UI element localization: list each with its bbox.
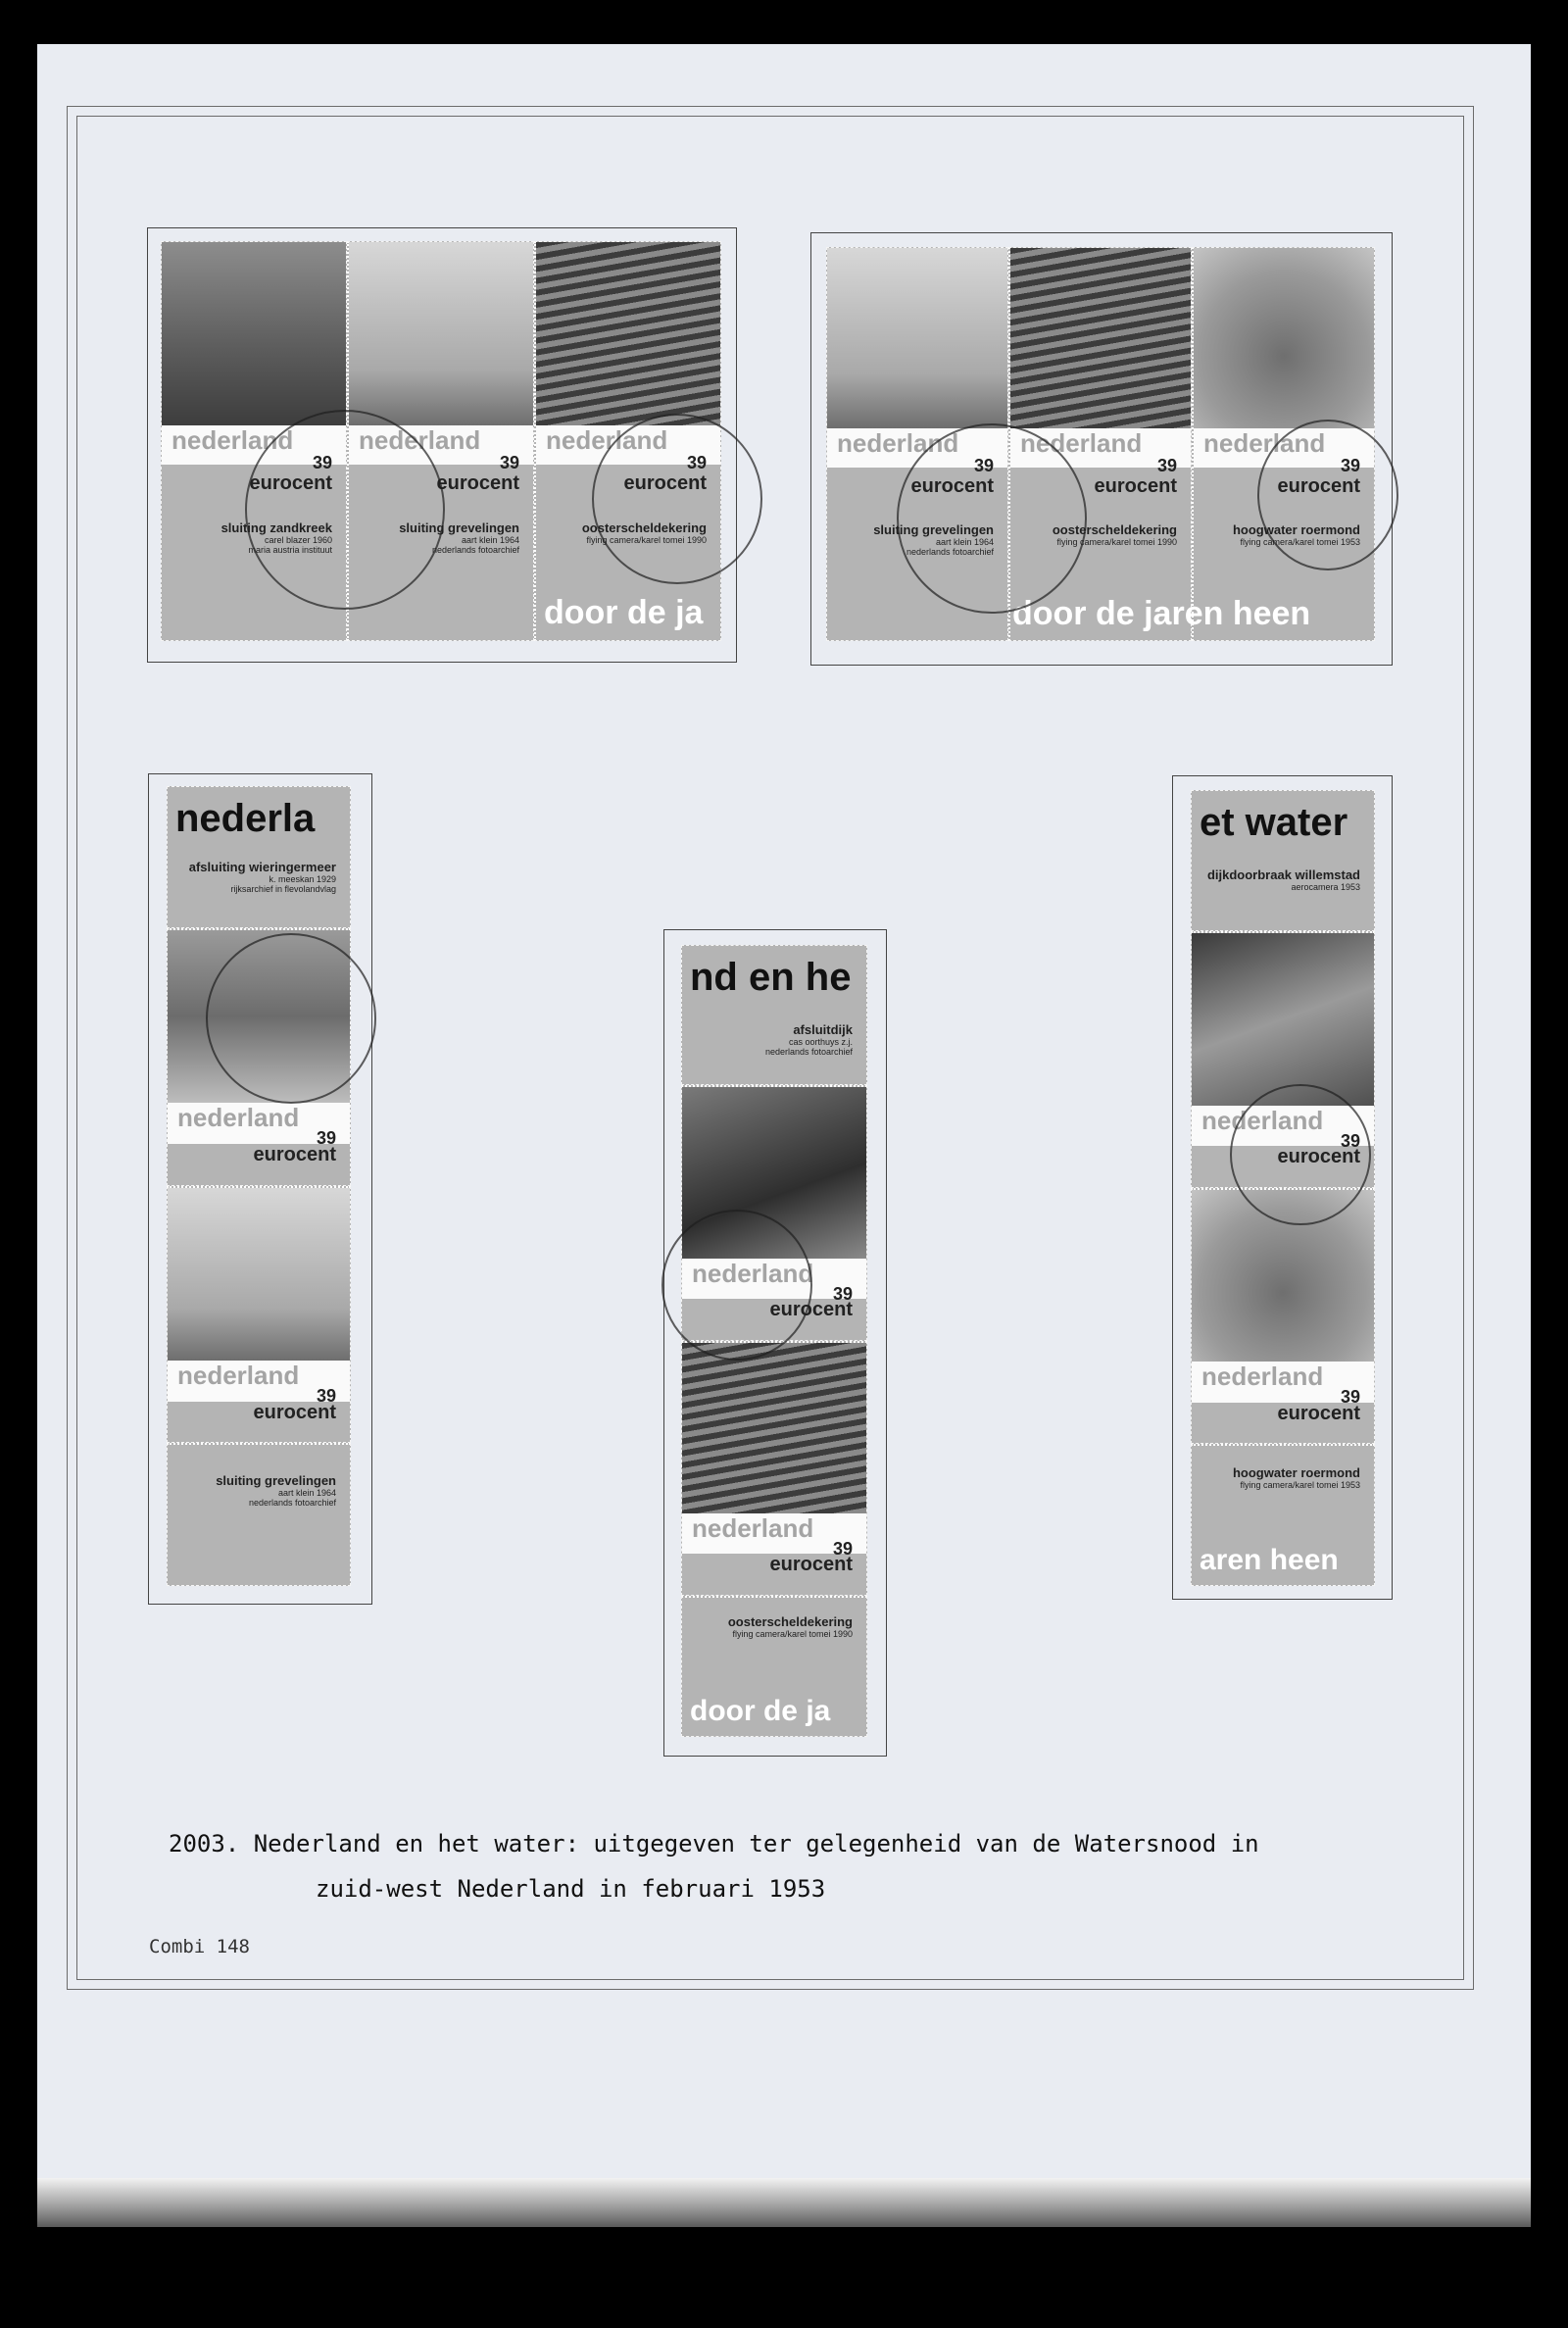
caption-title: hoogwater roermond (1232, 522, 1360, 537)
stamp-country: nederland (546, 424, 668, 455)
caption-credit: nederlands fotoarchief (248, 1497, 336, 1508)
slogan-text: aren heen (1200, 1544, 1339, 1576)
caption-title: oosterscheldekering (1052, 522, 1177, 537)
stamp-country: nederland (692, 1259, 814, 1289)
caption-credit: aerocamera 1953 (1291, 882, 1360, 893)
caption-title: afsluiting wieringermeer (188, 860, 336, 875)
caption-credit: nederlands fotoarchief (431, 545, 519, 556)
stamp-country: nederland (692, 1513, 814, 1544)
caption-credit: k. meeskan 1929 (269, 874, 336, 885)
stamp-caption (582, 520, 707, 545)
stamp-zandkreek (161, 241, 347, 641)
stamp-roermond (1192, 247, 1375, 641)
stamp-strip-vertical-2 (681, 945, 867, 1737)
stamp-wieringermeer (167, 786, 351, 928)
stamp-photo (827, 248, 1007, 428)
slogan-text: nederla (175, 797, 316, 840)
stamp-currency: eurocent (253, 1143, 336, 1165)
stamp-grevelingen (826, 247, 1008, 641)
stamp-currency: eurocent (1094, 475, 1177, 497)
stamp-value: 39 (316, 1128, 336, 1149)
caption-title: hoogwater roermond (1232, 1464, 1360, 1480)
stamp-currency: eurocent (769, 1299, 853, 1321)
stamp-caption (1233, 522, 1360, 547)
stamp-caption (873, 522, 994, 557)
caption-credit: flying camera/karel tomei 1953 (1240, 1479, 1360, 1490)
stamp-caption (1053, 522, 1177, 547)
stamp-country: nederland (172, 424, 294, 455)
stamp-caption (216, 1473, 336, 1508)
stamp-value: 39 (686, 453, 707, 473)
stamp-wieringermeer-photo (167, 928, 351, 1186)
caption-title: afsluitdijk (793, 1021, 853, 1037)
stamp-photo (682, 1343, 866, 1514)
slogan-text: nd en he (690, 956, 852, 999)
stamp-country: nederland (837, 428, 959, 458)
stamp-oosterschelde (1008, 247, 1192, 641)
stamp-value: 39 (499, 453, 519, 473)
stamp-photo (168, 1188, 350, 1362)
stamp-country: nederland (177, 1103, 300, 1133)
stamp-value: 39 (316, 1386, 336, 1407)
stamp-currency: eurocent (910, 475, 994, 497)
stamp-oosterschelde (681, 1596, 867, 1737)
stamp-afsluitdijk (681, 945, 867, 1085)
stamp-value: 39 (1340, 1130, 1360, 1151)
caption-credit: maria austria instituut (248, 545, 332, 556)
page-label: Combi 148 (149, 1936, 250, 1957)
stamp-country: nederland (1201, 1105, 1324, 1135)
stamp-photo (1192, 1190, 1374, 1362)
caption-title: sluiting grevelingen (399, 520, 519, 536)
stamp-country: nederland (1203, 428, 1326, 458)
stamp-currency: eurocent (1277, 1402, 1360, 1424)
stamp-caption (1233, 1465, 1360, 1490)
stamp-caption (221, 520, 332, 555)
stamp-roermond-photo (1191, 1188, 1375, 1444)
stamp-oosterschelde (534, 241, 721, 641)
stamp-photo (536, 242, 720, 425)
stamp-currency: eurocent (253, 1401, 336, 1423)
stamp-caption (765, 1022, 853, 1057)
caption-title: oosterscheldekering (581, 520, 707, 536)
stamp-photo (168, 930, 350, 1104)
stamp-currency: eurocent (769, 1554, 853, 1576)
caption-title: oosterscheldekering (727, 1613, 853, 1629)
stamp-country: nederland (1201, 1362, 1324, 1392)
stamp-currency: eurocent (1277, 475, 1360, 497)
stamp-value: 39 (1156, 456, 1177, 475)
page-caption (169, 1821, 1259, 1911)
stamp-caption (728, 1614, 853, 1639)
stamp-willemstad (1191, 790, 1375, 931)
caption-credit: aart klein 1964 (277, 1487, 336, 1498)
stamp-strip-vertical-3 (1191, 790, 1375, 1586)
stamp-country: nederland (1020, 428, 1143, 458)
stamp-currency: eurocent (249, 472, 332, 495)
stamp-photo (682, 1087, 866, 1259)
stamp-roermond (1191, 1444, 1375, 1586)
stamp-grevelingen (167, 1443, 351, 1586)
stamp-photo (162, 242, 346, 425)
stamp-value: 39 (832, 1283, 853, 1304)
stamp-country: nederland (359, 424, 481, 455)
caption-credit: flying camera/karel tomei 1990 (1056, 537, 1177, 547)
caption-credit: aart klein 1964 (461, 535, 519, 546)
stamp-photo (1192, 933, 1374, 1106)
stamp-currency: eurocent (1277, 1146, 1360, 1168)
stamp-currency: eurocent (436, 472, 519, 495)
stamp-willemstad-photo (1191, 931, 1375, 1187)
stamp-strip-horizontal-2 (826, 247, 1375, 641)
stamp-caption (399, 520, 519, 555)
slogan-text: door de jaren heen (1012, 595, 1311, 632)
caption-line-1: 2003. Nederland en het water: uitgegeven ter gelegenheid van de Watersnood in (169, 1830, 1259, 1857)
stamp-photo (349, 242, 533, 425)
stamp-currency: eurocent (623, 472, 707, 495)
stamp-value: 39 (973, 456, 994, 475)
slogan-text: door de ja (544, 594, 704, 631)
stamp-caption (1207, 867, 1360, 892)
caption-title: sluiting zandkreek (220, 520, 332, 536)
stamp-value: 39 (312, 453, 332, 473)
stamp-photo (1194, 248, 1374, 428)
caption-credit: flying camera/karel tomei 1990 (732, 1628, 853, 1639)
caption-credit: nederlands fotoarchief (906, 547, 994, 557)
stamp-country: nederland (177, 1361, 300, 1391)
binder-edge (37, 2178, 1531, 2227)
stamp-grevelingen (347, 241, 534, 641)
caption-title: sluiting grevelingen (873, 522, 994, 537)
stamp-value: 39 (832, 1539, 853, 1560)
slogan-text: door de ja (690, 1695, 831, 1727)
stamp-value: 39 (1340, 1387, 1360, 1408)
stamp-afsluitdijk-photo (681, 1085, 867, 1340)
caption-credit: rijksarchief in flevolandvlag (230, 884, 336, 895)
caption-title: dijkdoorbraak willemstad (1206, 867, 1360, 883)
stamp-strip-horizontal-1 (161, 241, 721, 641)
caption-title: sluiting grevelingen (216, 1472, 336, 1488)
caption-credit: flying camera/karel tomei 1953 (1240, 537, 1360, 547)
slogan-text: et water (1200, 801, 1348, 844)
stamp-caption (189, 860, 336, 894)
stamp-oosterschelde-photo (681, 1341, 867, 1596)
caption-line-2: zuid-west Nederland in februari 1953 (316, 1875, 826, 1903)
caption-credit: cas oorthuys z.j. (788, 1036, 853, 1047)
stamp-strip-vertical-1 (167, 786, 351, 1586)
caption-credit: aart klein 1964 (935, 537, 994, 547)
caption-credit: flying camera/karel tomei 1990 (586, 535, 707, 546)
stamp-value: 39 (1340, 456, 1360, 475)
caption-credit: carel blazer 1960 (264, 535, 332, 546)
stamp-grevelingen-photo (167, 1186, 351, 1444)
caption-credit: nederlands fotoarchief (764, 1046, 853, 1057)
stamp-photo (1010, 248, 1191, 428)
